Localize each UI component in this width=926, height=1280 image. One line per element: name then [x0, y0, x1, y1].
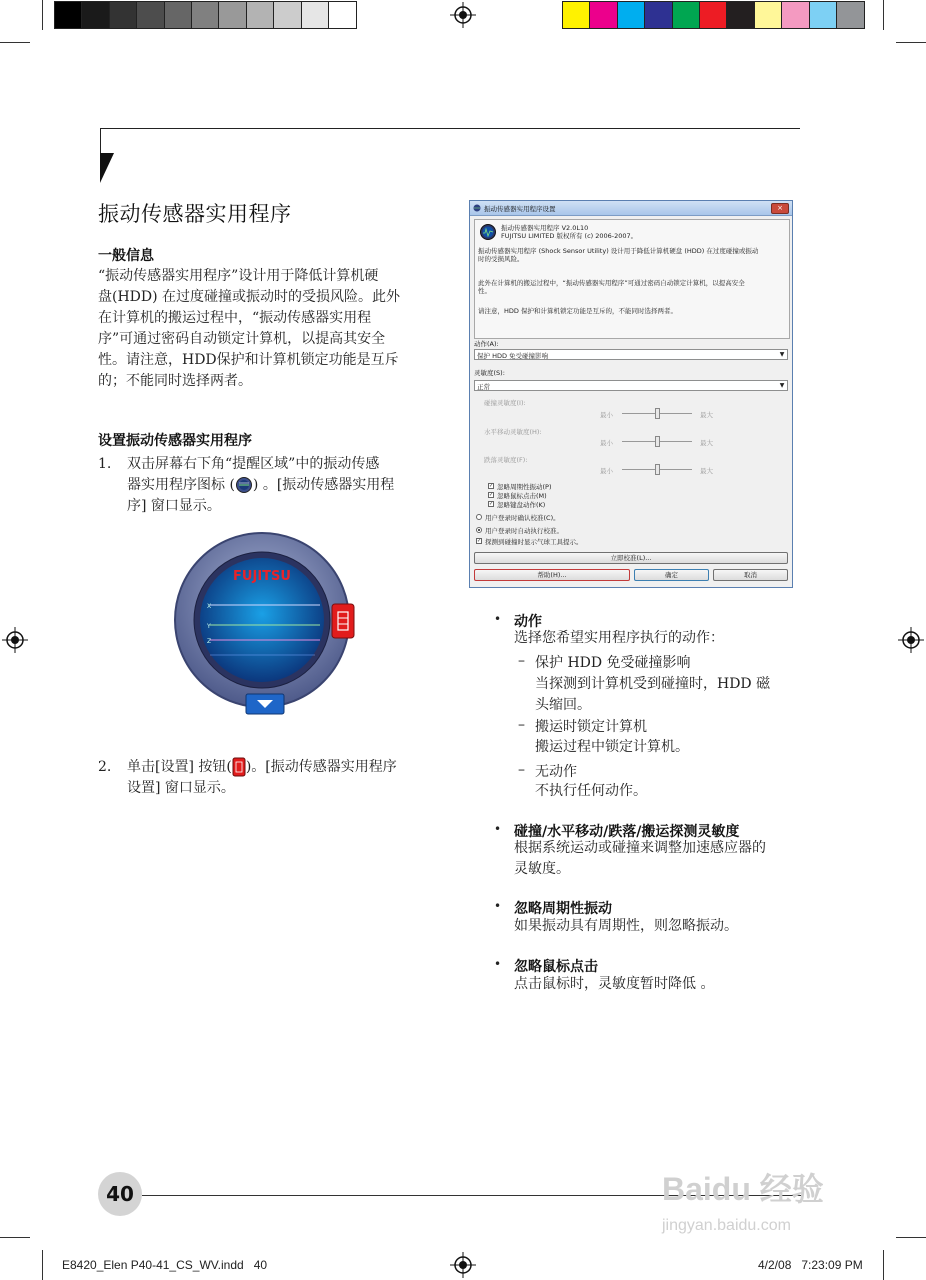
color-swatch [219, 2, 246, 28]
manual-calibration-label: 用户登录时确认校准(C)。 [485, 514, 560, 522]
color-swatch [727, 2, 754, 28]
baidu-watermark: Baidu 经验 [662, 1171, 824, 1207]
step1-line: 器实用程序图标 ( ) 。[振动传感器实用程 [127, 477, 395, 493]
header-triangle [100, 153, 114, 183]
general-line: 盘(HDD) 在过度碰撞或振动时的受损风险。此外 [98, 289, 401, 305]
action-description: 选择您希望实用程序执行的动作： [514, 630, 724, 646]
ignore-mouse-label: 忽略鼠标点击(M) [497, 492, 547, 500]
page-number: 40 [98, 1172, 142, 1216]
action-option-description: 当探测到计算机受到碰撞时，HDD 磁 头缩回。 [535, 676, 771, 713]
bullet-dot: • [494, 612, 502, 626]
crop-mark [896, 42, 926, 43]
manual-calibration-radio[interactable] [476, 514, 482, 520]
copyright: FUJITSU LIMITED 版权所有 (c) 2006-2007。 [501, 232, 638, 240]
color-swatch [55, 2, 82, 28]
step1-line: 双击屏幕右下角“提醒区域”中的振动传感 [127, 456, 380, 472]
bullet-dot: • [494, 822, 502, 836]
color-swatch [590, 2, 617, 28]
show-balloon-label: 探测到碰撞时显示气球工具提示。 [485, 538, 583, 546]
general-line: 性。请注意，HDD保护和计算机锁定功能是互斥 [98, 352, 399, 368]
general-line: 的；不能同时选择两者。 [98, 373, 252, 389]
collision-slider-thumb[interactable] [655, 408, 660, 419]
sensitivity-heading: 碰撞/水平移动/跌落/搬运探测灵敏度 [514, 824, 740, 840]
step1-line: 序] 窗口显示。 [127, 498, 221, 514]
mouse-description: 点击鼠标时，灵敏度暂时降低 。 [514, 976, 715, 992]
color-swatch [247, 2, 274, 28]
fall-slider-thumb[interactable] [655, 464, 660, 475]
collision-sensitivity-label: 碰撞灵敏度(I): [484, 399, 526, 407]
setup-heading: 设置振动传感器实用程序 [98, 433, 252, 449]
general-info-heading: 一般信息 [98, 248, 154, 264]
color-swatch [782, 2, 809, 28]
color-swatch [137, 2, 164, 28]
action-select[interactable]: 保护 HDD 免受碰撞影响 ▼ [474, 349, 788, 360]
slider-max-label: 最大 [700, 439, 713, 447]
header-rule-corner [100, 128, 101, 154]
crop-mark [42, 1250, 43, 1280]
color-swatch [810, 2, 837, 28]
app-icon [473, 204, 481, 212]
slider-max-label: 最大 [700, 411, 713, 419]
shock-sensor-gadget[interactable] [170, 530, 360, 720]
crop-mark [883, 0, 884, 30]
mouse-heading: 忽略鼠标点击 [514, 959, 598, 975]
svg-text:X: X [207, 603, 212, 610]
slider-min-label: 最小 [600, 411, 613, 419]
date-slug: 4/2/08 7:23:09 PM [758, 1258, 863, 1272]
periodic-heading: 忽略周期性振动 [514, 901, 612, 917]
general-line: “振动传感器实用程序”设计用于降低计算机硬 [98, 268, 379, 284]
color-swatch [673, 2, 700, 28]
step-number: 1. [98, 456, 112, 472]
file-slug: E8420_Elen P40-41_CS_WV.indd 40 [62, 1258, 268, 1272]
process-color-bar [562, 1, 865, 29]
ignore-mouse-checkbox[interactable]: ✓ [489, 492, 494, 498]
color-swatch [645, 2, 672, 28]
crop-mark [896, 1237, 926, 1238]
crop-mark [0, 42, 30, 43]
sensitivity-label: 灵敏度(S): [474, 369, 505, 377]
auto-calibration-radio[interactable] [476, 527, 482, 533]
fall-sensitivity-label: 跌落灵敏度(F): [484, 456, 528, 464]
svg-text:Z: Z [207, 638, 212, 645]
ignore-keyboard-label: 忽略键盘动作(K) [497, 501, 546, 509]
page-title: 振动传感器实用程序 [98, 202, 292, 226]
auto-calibration-label: 用户登录时自动执行校准。 [485, 527, 563, 535]
step2-text [127, 757, 447, 799]
close-button[interactable]: × [771, 203, 789, 214]
action-option-title: 无动作 [535, 764, 577, 780]
crop-mark [42, 0, 43, 30]
chevron-down-icon: ▼ [779, 382, 785, 389]
color-swatch [274, 2, 301, 28]
settings-button-icon [232, 757, 246, 777]
settings-button[interactable] [332, 604, 354, 638]
periodic-description: 如果振动具有周期性，则忽略振动。 [514, 918, 738, 934]
crop-mark [883, 1250, 884, 1280]
ignore-keyboard-checkbox[interactable]: ✓ [489, 501, 494, 507]
horizontal-slider-thumb[interactable] [655, 436, 660, 447]
color-swatch [329, 2, 356, 28]
registration-mark-icon [450, 2, 476, 28]
action-label: 动作(A): [474, 340, 499, 348]
general-info-paragraph [98, 266, 443, 392]
action-option-title: 搬运时锁定计算机 [535, 719, 647, 735]
dash-marker: – [518, 762, 525, 778]
color-swatch [618, 2, 645, 28]
action-option-title: 保护 HDD 免受碰撞影响 [535, 655, 691, 671]
registration-mark-icon [898, 627, 924, 653]
general-line: 在计算机的搬运过程中，“振动传感器实用程 [98, 310, 372, 326]
help-button[interactable]: 帮助(H)... [474, 569, 630, 581]
sensitivity-description: 根据系统运动或碰撞来调整加速感应器的 灵敏度。 [514, 840, 766, 877]
fujitsu-logo: FUJITSU [233, 569, 291, 584]
chevron-down-icon: ▼ [779, 351, 785, 358]
dialog-titlebar [470, 201, 792, 216]
info-panel [474, 219, 790, 339]
slider-min-label: 最小 [600, 467, 613, 475]
action-option-description: 搬运过程中锁定计算机。 [535, 739, 689, 755]
description-text: 此外在计算机的搬运过程中，“振动传感器实用程序”可通过密码自动锁定计算机，以提高安全 [478, 279, 745, 287]
sensitivity-select[interactable]: 正常 ▼ [474, 380, 788, 391]
color-swatch [700, 2, 727, 28]
settings-dialog [469, 200, 793, 588]
dash-marker: – [518, 717, 525, 733]
registration-mark-icon [2, 627, 28, 653]
general-line: 序”可通过密码自动锁定计算机，以提高其安全 [98, 331, 386, 347]
description-text: 振动传感器实用程序 (Shock Sensor Utility) 设计用于降低计算机硬盘 (HDD) 在过度碰撞或振动 [478, 247, 759, 255]
slider-max-label: 最大 [700, 467, 713, 475]
bullet-dot: • [494, 899, 502, 913]
ignore-periodic-checkbox[interactable]: ✓ [489, 483, 494, 489]
color-swatch [302, 2, 329, 28]
color-swatch [837, 2, 864, 28]
step2-line: 设置] 窗口显示。 [127, 780, 235, 796]
app-version: 振动传感器实用程序 V2.0L10 [501, 224, 589, 232]
color-swatch [82, 2, 109, 28]
ok-button[interactable]: 确定 [634, 569, 709, 581]
svg-text:Y: Y [207, 623, 211, 630]
description-text: 性。 [478, 287, 491, 295]
action-heading: 动作 [514, 614, 542, 630]
baidu-watermark-url: jingyan.baidu.com [662, 1217, 791, 1234]
horizontal-sensitivity-label: 水平移动灵敏度(H): [484, 428, 542, 436]
grayscale-color-bar [54, 1, 357, 29]
bullet-dot: • [494, 957, 502, 971]
step2-line: 单击[设置] 按钮( )。[振动传感器实用程序 [127, 759, 397, 775]
color-swatch [192, 2, 219, 28]
crop-mark [0, 1237, 30, 1238]
ignore-periodic-label: 忽略周期性振动(P) [497, 483, 552, 491]
shock-sensor-logo-icon [480, 224, 496, 240]
shock-sensor-tray-icon [235, 477, 253, 493]
registration-mark-icon [450, 1252, 476, 1278]
color-swatch [110, 2, 137, 28]
color-swatch [755, 2, 782, 28]
step1-text [127, 454, 447, 517]
description-text: 时的受损风险。 [478, 255, 524, 263]
description-text: 请注意，HDD 保护和计算机锁定功能是互斥的，不能同时选择两者。 [478, 307, 677, 315]
color-swatch [165, 2, 192, 28]
slider-min-label: 最小 [600, 439, 613, 447]
show-balloon-checkbox[interactable]: ✓ [477, 538, 482, 544]
action-option-description: 不执行任何动作。 [535, 783, 647, 799]
color-swatch [563, 2, 590, 28]
cancel-button[interactable]: 取消 [713, 569, 788, 581]
calibrate-now-button[interactable]: 立即校准(L)... [474, 552, 788, 564]
dash-marker: – [518, 653, 525, 669]
step-number: 2. [98, 759, 112, 775]
dialog-title: 振动传感器实用程序设置 [484, 205, 556, 213]
header-rule [100, 128, 800, 129]
